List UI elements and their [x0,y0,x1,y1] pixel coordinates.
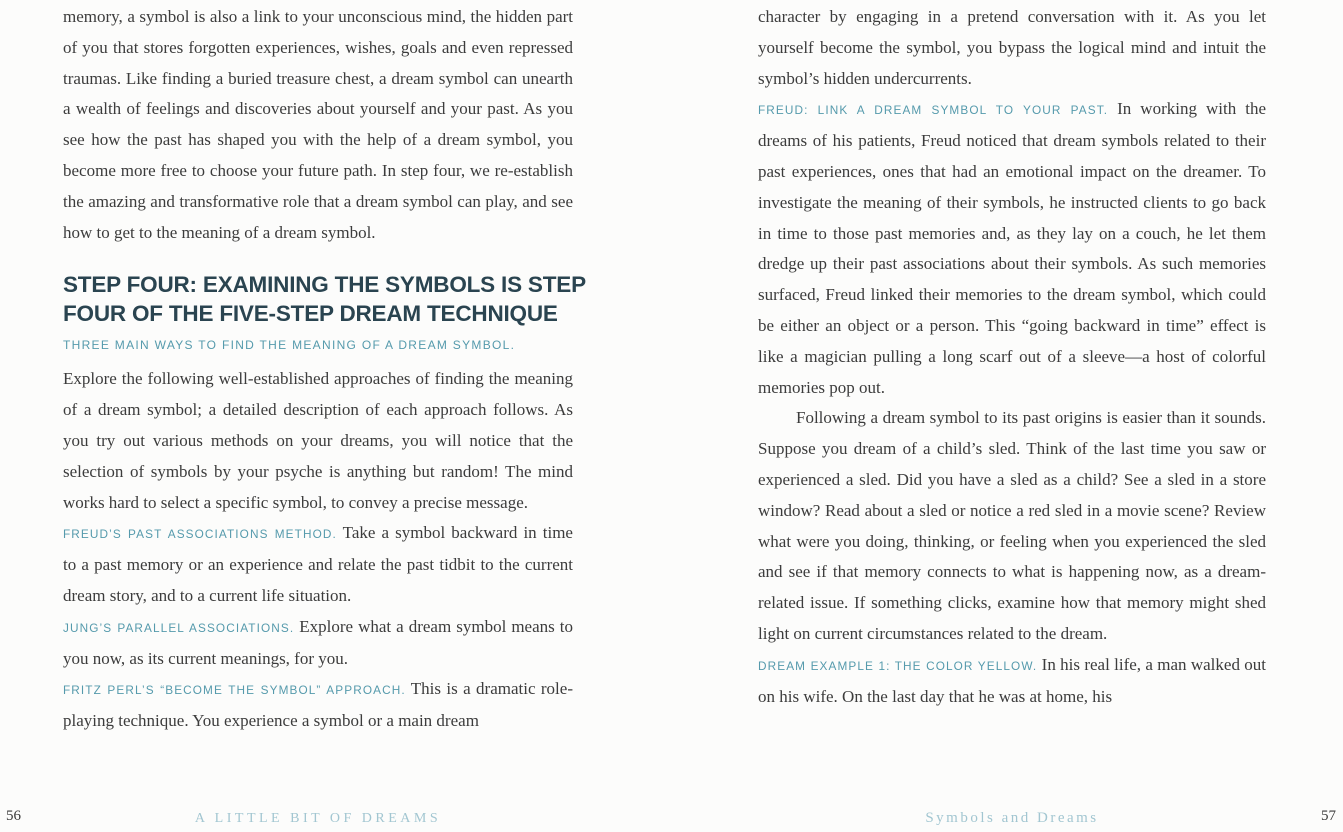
section-heading [63,270,586,328]
paragraph: FRITZ PERL’S “BECOME THE SYMBOL” APPROACH. This is a dramatic role-playing technique. You experience a symbol or a main dream [63,679,573,731]
paragraph: Following a dream symbol to its past origins is easier than it sounds. Suppose you dream of a child’s sled. Think of the last time you saw or experienced a sled. Did you have a sled as a child? See a sled in a store window? Read about a sled or notice a red sled in a movie scene? Review what were you doing, thinking, or feeling when you experienced the sled and see if that memory connects to what is happening now, as a dream-related issue. If something clicks, examine how that memory might shed light on current circumstances related to the dream. [758,408,1266,643]
run-in-heading: FRITZ PERL’S “BECOME THE SYMBOL” APPROACH. [63,683,406,698]
run-in-heading: JUNG’S PARALLEL ASSOCIATIONS. [63,620,295,635]
section-heading-line: FOUR OF THE FIVE-STEP DREAM TECHNIQUE [63,301,558,327]
page-left-text-column [63,2,586,737]
page-number-right: 57 [1321,808,1336,824]
paragraph: character by engaging in a pretend conversation with it. As you let yourself become the symbol, you bypass the logical mind and intuit the symbol’s hidden undercurrents. [758,7,1266,88]
running-title-left: A LITTLE BIT OF DREAMS [194,811,442,826]
paragraph: Explore the following well-established approaches of finding the meaning of a dream symbol; a detailed description of each approach follows. As you try out various methods on your dreams, you will notice that the selection of symbols by your psyche is anything but random! The mind works hard to select a specific symbol, to convey a precise message. [63,369,573,512]
page-right-text-column [758,2,1266,712]
paragraph: memory, a symbol is also a link to your unconscious mind, the hidden part of you that stores forgotten experiences, wishes, goals and even repressed traumas. Like finding a buried treasure chest, a dream symbol can unearth a wealth of feelings and discoveries about yourself and your past. As you see how the past has shaped you with the help of a dream symbol, you become more free to choose your future path. In step four, we re-establish the amazing and transformative role that a dream symbol can play, and see how to get to the meaning of a dream symbol. [63,7,573,242]
run-in-heading: FREUD: LINK A DREAM SYMBOL TO YOUR PAST. [758,103,1109,118]
section-heading-line: STEP FOUR: EXAMINING THE SYMBOLS IS STEP [63,272,586,298]
running-title-right: Symbols and Dreams [925,810,1099,826]
paragraph: JUNG’S PARALLEL ASSOCIATIONS. Explore what a dream symbol means to you now, as its current meanings, for you. [63,616,573,668]
page-number-left: 56 [6,808,21,824]
paragraph: FREUD’S PAST ASSOCIATIONS METHOD. Take a symbol backward in time to a past memory or an experience and relate the past tidbit to the current dream story, and to a current life situation. [63,523,573,605]
paragraph: FREUD: LINK A DREAM SYMBOL TO YOUR PAST. In working with the dreams of his patients, Freud noticed that dream symbols related to their past experiences, ones that had an emotional impact on the dreamer. To investigate the meaning of their symbols, he instructed clients to go back in time to those past memories and, as they lay on a couch, he let them dredge up their past associations about their symbols. As such memories surfaced, Freud linked their memories to the dream symbol, which could be either an object or a person. This “going backward in time” effect is like a magician pulling a long scarf out of a sleeve—a host of colorful memories pop out. [758,99,1266,397]
run-in-heading: FREUD’S PAST ASSOCIATIONS METHOD. [63,527,337,542]
paragraph: DREAM EXAMPLE 1: THE COLOR YELLOW. In his real life, a man walked out on his wife. On the last day that he was at home, his [758,654,1267,706]
section-subhead: THREE MAIN WAYS TO FIND THE MEANING OF A DREAM SYMBOL. [63,338,516,353]
run-in-heading: DREAM EXAMPLE 1: THE COLOR YELLOW. [758,658,1038,673]
